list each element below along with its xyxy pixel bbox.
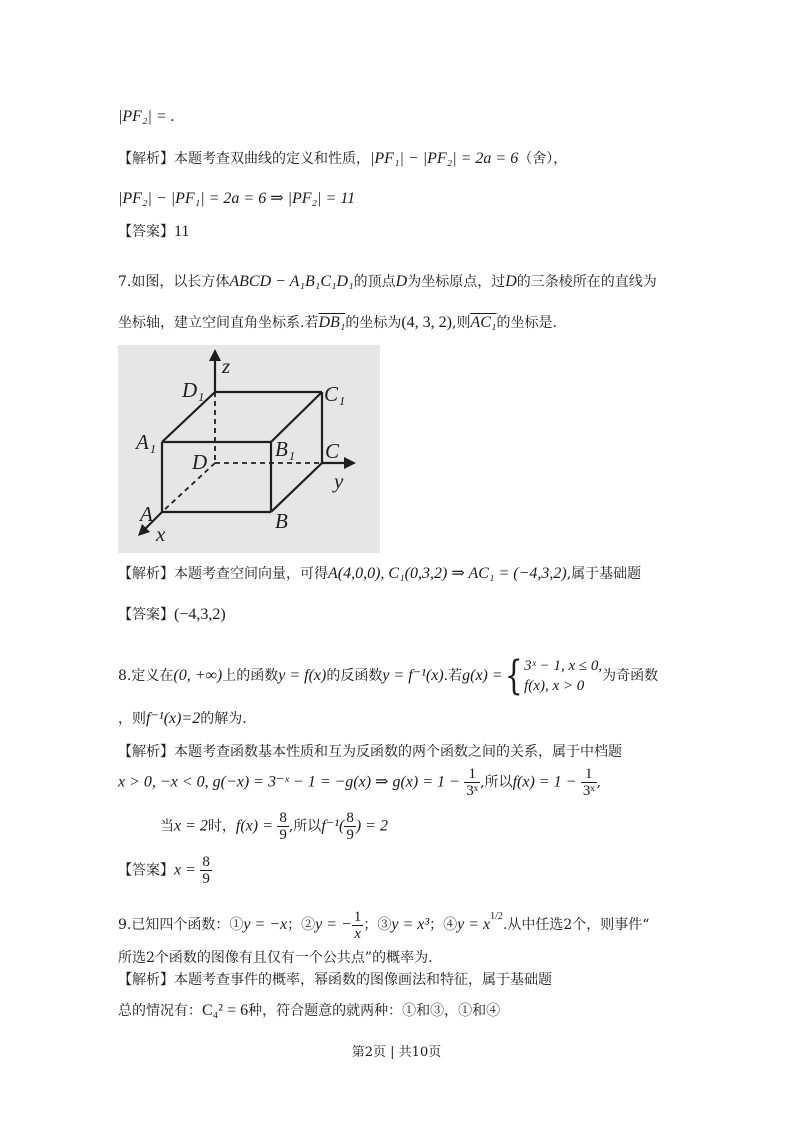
q9-count-line [118,1000,500,1022]
numerator: 1 [353,908,362,925]
label-b1: B₁ [275,437,296,461]
q8-gx: g(x) = [462,667,503,684]
q8-text: 当 [160,818,174,835]
q8-text: 时， [207,818,236,835]
q9-line-1 [118,906,649,942]
eval-math: f⁻¹( [321,817,345,835]
label-c: C [325,439,340,463]
q7-point-d: D [505,273,517,290]
q6-analysis-line [118,148,567,170]
q9-text: .从中任选2个，则事件“ [502,917,650,933]
q8-text: 的解为. [200,711,247,727]
q9-analysis-line [118,969,552,991]
pf2-blank-line [118,106,175,128]
eval-math: x = 2 [174,817,208,835]
q7-text: 坐标轴，建立空间直角坐标系.若 [118,315,319,331]
answer-tag: 【答案】 [118,607,174,623]
numerator: 8 [279,810,287,826]
q8-text: .若 [443,668,463,684]
analysis-math: |PF₁| − |PF₂| = 2a = 6 [370,150,519,167]
q8-text: ,所以 [288,818,322,835]
cuboid-figure [118,345,380,553]
analysis-end: ,属于基础题 [566,566,642,582]
q9-text: 所选2个函数的图像有且仅有一个公共点”的概率为. [118,950,433,966]
denominator: 9 [346,827,354,843]
label-z: z [222,354,231,378]
q8-text: 上的函数 [222,668,279,684]
answer-tag: 【答案】 [118,862,174,879]
func-4: y = x [457,916,491,933]
q8-inverse: y = f⁻¹(x) [382,667,444,684]
combination-math: C₄² = 6 [202,1002,249,1019]
label-y: y [334,469,344,493]
denominator: 9 [202,871,210,887]
derivation-math: x > 0, −x < 0, g(−x) = 3⁻ˣ − 1 = −g(x) ⇒ g(x) = 1 − [118,773,460,791]
q9-text: ；④ [429,917,458,933]
denominator: 3ˣ [466,783,479,799]
fraction [277,810,289,843]
eval-math: f(x) = [235,817,273,835]
q8-line-1 [118,653,659,699]
q7-text: 的顶点 [353,274,396,290]
q9-text: ；③ [363,917,392,933]
answer-math: x = [174,861,196,879]
func-3: y = x³ [391,916,430,933]
y-arrow-icon [344,457,356,469]
analysis-text: 本题考查函数基本性质和互为反函数的两个函数之间的关系，属于中档题 [174,744,622,760]
analysis-text: 本题考查空间向量，可得 [174,566,328,582]
denominator: 3ˣ [582,783,595,799]
q8-derivation-line [118,766,601,799]
analysis-math: A(4,0,0), C₁(0,3,2) ⇒ AC₁ = (−4,3,2) [328,565,567,582]
q8-text: ,所以 [480,774,513,791]
q9-text: 种，符合题意的就两种：①和③，①和④ [248,1003,501,1019]
func-1: y = −x [243,916,288,933]
q8-interval: (0, +∞) [173,667,223,684]
fraction [464,766,480,799]
label-x: x [156,522,166,546]
q8-text: 的反函数 [326,668,383,684]
vector-db1: DB₁ [318,314,346,331]
cuboid-diagram [118,345,380,553]
q6-derivation-line [118,188,355,210]
answer-value: (−4,3,2) [174,606,226,623]
q9-text: ；② [287,917,316,933]
numerator: 8 [346,810,354,826]
label-d: D [192,450,208,474]
analysis-note: （舍）， [518,151,568,167]
q7-point-d: D [395,273,408,290]
label-b: B [275,509,288,533]
q6-answer-line [118,221,189,243]
q9-text: 总的情况有： [118,1003,202,1019]
q8-line-2 [118,708,247,730]
q9-text: 9.已知四个函数：① [118,917,244,933]
q8-text: ，则 [118,711,146,727]
fraction [200,854,212,887]
piecewise-cases [524,656,602,696]
q7-line-2 [118,312,557,334]
answer-value: 11 [174,223,190,240]
answer-tag: 【答案】 [118,224,174,240]
q8-func: y = f(x) [278,667,327,684]
fraction [352,909,364,942]
q7-text: 的坐标为 [345,315,402,331]
analysis-tag: 【解析】 [118,566,174,582]
q8-eval-line [160,810,388,843]
analysis-text: 本题考查双曲线的定义和性质， [174,151,370,167]
q8-text: 8.定义在 [118,668,174,684]
label-a: A [140,502,153,526]
label-c1: C₁ [324,382,346,406]
eval-math: ) = 2 [355,817,388,835]
left-brace-icon: { [504,653,523,699]
denominator: x [354,925,361,942]
derivation-math: f(x) = 1 − [512,773,577,791]
q7-answer-line [118,604,226,626]
numerator: 8 [202,854,210,870]
page-footer: 第2页 | 共10页 [351,1045,442,1060]
q7-text: 的三条棱所在的直线为 [516,274,657,290]
fraction [581,766,597,799]
q9-line-2 [118,947,433,969]
label-a1: A₁ [136,430,157,454]
q7-text: 为坐标原点，过 [407,274,506,290]
q8-answer-line [118,854,212,887]
derivation-math: |PF₂| − |PF₁| = 2a = 6 ⇒ |PF₂| = 11 [118,190,356,207]
func-4-exponent: 1/2 [490,911,503,922]
q7-box-name: ABCD − A₁B₁C₁D₁ [229,273,354,290]
q8-equation: f⁻¹(x)=2 [146,710,201,727]
case-2: f(x), x > 0 [524,678,585,694]
func-2: y = − [315,916,352,933]
q8-text: 为奇函数 [602,668,659,684]
label-d1: D₁ [182,378,205,402]
denominator: 9 [279,827,287,843]
fraction [344,810,356,843]
analysis-text: 本题考查事件的概率，幂函数的图像画法和特征，属于基础题 [174,972,552,988]
case-1: 3ˣ − 1, x ≤ 0, [524,658,603,674]
coord-value: (4, 3, 2) [401,314,452,331]
numerator: 1 [581,766,597,783]
z-arrow-icon [209,349,221,361]
analysis-tag: 【解析】 [118,151,174,167]
analysis-tag: 【解析】 [118,744,174,760]
pf2-expression: |PF₂| = . [118,108,175,125]
q7-text: ,则 [452,315,471,331]
q8-text: , [596,774,602,791]
q8-analysis-line [118,741,622,763]
analysis-tag: 【解析】 [118,972,174,988]
vector-ac1: AC₁ [470,314,497,331]
numerator: 1 [464,766,480,783]
q7-line-1 [118,271,657,293]
q7-text: 的坐标是. [496,315,557,331]
q7-analysis-line [118,563,641,585]
q7-text: 7.如图，以长方体 [118,274,230,290]
